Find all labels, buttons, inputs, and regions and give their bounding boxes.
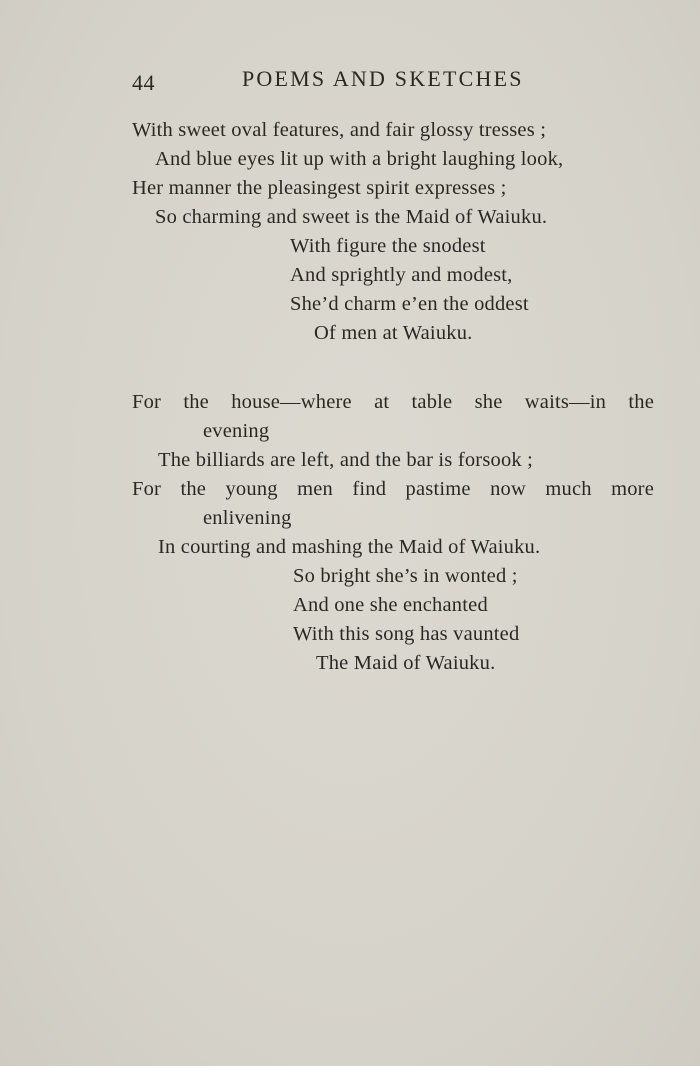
poem-line: With figure the snodest — [290, 235, 486, 257]
poem-line: For the house—where at table she waits—in the — [132, 391, 654, 413]
poem-line: She’d charm e’en the oddest — [290, 293, 529, 315]
poem-line: And one she enchanted — [293, 594, 488, 616]
poem-line: For the young men find pastime now much more — [132, 478, 654, 500]
poem-line-turnover: enlivening — [203, 507, 292, 529]
poem-line: The Maid of Waiuku. — [316, 652, 496, 674]
poem-line: With sweet oval features, and fair glossy tresses ; — [132, 119, 547, 141]
poem-line: And blue eyes lit up with a bright laughing look, — [155, 148, 564, 170]
poem-line: The billiards are left, and the bar is forsook ; — [158, 449, 534, 471]
poem-line: So charming and sweet is the Maid of Waiuku. — [155, 206, 548, 228]
poem-line: With this song has vaunted — [293, 623, 520, 645]
poem-line: So bright she’s in wonted ; — [293, 565, 518, 587]
poem-line-turnover: evening — [203, 420, 270, 442]
running-title: POEMS AND SKETCHES — [242, 66, 524, 91]
poem-line: Of men at Waiuku. — [314, 322, 473, 344]
poem-line: And sprightly and modest, — [290, 264, 513, 286]
poem-line: Her manner the pleasingest spirit expresses ; — [132, 177, 507, 199]
running-header — [0, 66, 700, 100]
page-number: 44 — [132, 70, 155, 95]
poem-line: In courting and mashing the Maid of Waiuku. — [158, 536, 541, 558]
